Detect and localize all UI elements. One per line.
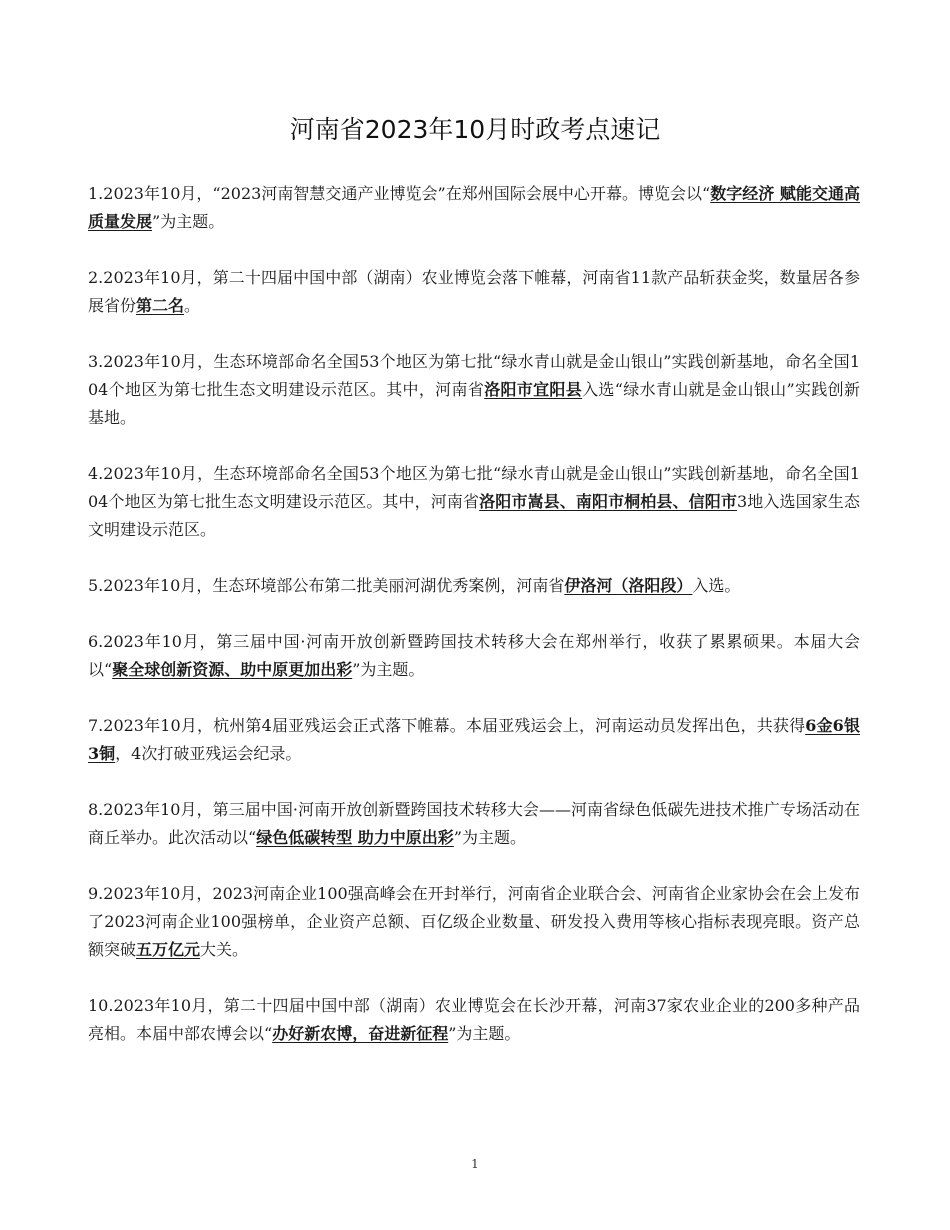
document-title: 河南省2023年10月时政考点速记 — [289, 115, 661, 144]
list-item — [88, 796, 860, 852]
list-item — [88, 572, 860, 600]
key-point: 办好新农博，奋进新征程 — [272, 1024, 449, 1043]
item-text: 2.2023年10月，第二十四届中国中部（湖南）农业博览会落下帷幕，河南省11款产品斩获金奖，数量居各参展省份 — [88, 268, 860, 315]
item-text: ”为主题。 — [352, 660, 425, 679]
list-item — [88, 264, 860, 320]
key-point: 洛阳市嵩县、南阳市桐柏县、信阳市 — [479, 492, 737, 511]
list-item — [88, 180, 860, 236]
item-text: 6.2023年10月，第三届中国·河南开放创新暨跨国技术转移大会在郑州举行，收获了累累硕果。本届大会以“ — [88, 632, 860, 679]
key-point: 五万亿元 — [136, 940, 201, 959]
item-text: ，4次打破亚残运会纪录。 — [115, 744, 302, 763]
key-point: 聚全球创新资源、助中原更加出彩 — [112, 660, 353, 679]
item-text: 3.2023年10月，生态环境部命名全国53个地区为第七批“绿水青山就是金山银山”实践创新基地，命名全国104个地区为第七批生态文明建设示范区。其中，河南省 — [88, 352, 860, 399]
item-text: 9.2023年10月，2023河南企业100强高峰会在开封举行，河南省企业联合会、河南省企业家协会在会上发布了2023河南企业100强榜单，企业资产总额、百亿级企业数量、研发投入费用等核心指标表现亮眼。资产总额突破 — [88, 884, 860, 959]
list-item — [88, 460, 860, 544]
item-text: 。 — [184, 296, 201, 315]
item-text: 大关。 — [200, 940, 249, 959]
item-text: ”为主题。 — [152, 212, 225, 231]
key-point: 洛阳市宜阳县 — [484, 380, 583, 399]
item-text: 入选“绿水青山就是金山银山”实践创新基地。 — [88, 380, 860, 427]
item-text: ”为主题。 — [448, 1024, 521, 1043]
list-item — [88, 628, 860, 684]
item-text: 7.2023年10月，杭州第4届亚残运会正式落下帷幕。本届亚残运会上，河南运动员发挥出色，共获得 — [88, 716, 806, 735]
list-item — [88, 712, 860, 768]
item-text: 8.2023年10月，第三届中国·河南开放创新暨跨国技术转移大会——河南省绿色低碳先进技术推广专场活动在商丘举办。此次活动以“ — [88, 800, 860, 847]
list-item — [88, 348, 860, 432]
item-text: 5.2023年10月，生态环境部公布第二批美丽河湖优秀案例，河南省 — [88, 576, 565, 595]
item-text: 入选。 — [692, 576, 741, 595]
item-text: 10.2023年10月，第二十四届中国中部（湖南）农业博览会在长沙开幕，河南37家农业企业的200多种产品亮相。本届中部农博会以“ — [88, 996, 860, 1043]
item-text: 3地入选国家生态文明建设示范区。 — [88, 492, 860, 539]
key-point: 数字经济 赋能交通高质量发展 — [88, 184, 860, 231]
item-text: 4.2023年10月，生态环境部命名全国53个地区为第七批“绿水青山就是金山银山”实践创新基地，命名全国104个地区为第七批生态文明建设示范区。其中，河南省 — [88, 464, 860, 511]
key-point: 第二名 — [136, 296, 185, 315]
key-point: 伊洛河（洛阳段） — [564, 576, 693, 595]
page-number: 1 — [471, 1157, 479, 1171]
item-list — [88, 180, 860, 1076]
list-item — [88, 880, 860, 964]
item-text: 1.2023年10月，“2023河南智慧交通产业博览会”在郑州国际会展中心开幕。博览会以“ — [88, 184, 711, 203]
list-item — [88, 992, 860, 1048]
key-point: 6金6银3铜 — [88, 716, 860, 763]
key-point: 绿色低碳转型 助力中原出彩 — [256, 828, 454, 847]
item-text: ”为主题。 — [453, 828, 526, 847]
